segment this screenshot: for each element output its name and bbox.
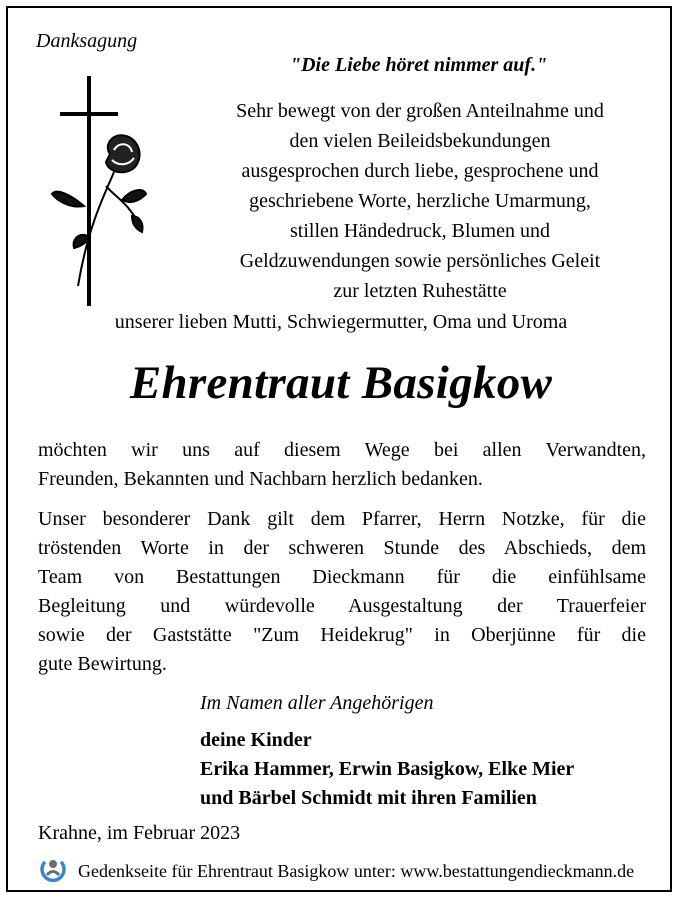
paragraph-line: tröstenden Worte in der schweren Stunde des Abschieds, dem <box>38 537 646 559</box>
thanks-line: Geldzuwendungen sowie persönliches Geleit <box>239 250 601 272</box>
paragraph-line: gute Bewirtung. <box>38 653 167 675</box>
signoff-intro: Im Namen aller Angehörigen <box>200 692 434 714</box>
thanks-line: ausgesprochen durch liebe, gesprochene und <box>241 160 599 182</box>
thanks-line: zur letzten Ruhestätte <box>333 280 507 302</box>
signoff-line: deine Kinder <box>200 729 312 751</box>
special-thanks-paragraph <box>38 505 646 679</box>
thanks-line: geschriebene Worte, herzliche Umarmung, <box>249 190 591 212</box>
paragraph-line: Begleitung und würdevolle Ausgestaltung der Trauerfeier <box>38 595 646 617</box>
paragraph-line: Unser besonderer Dank gilt dem Pfarrer, Herrn Notzke, für die <box>38 508 646 530</box>
deceased-name: Ehrentraut Basigkow <box>129 357 553 409</box>
paragraph-line: möchten wir uns auf diesem Wege bei allen Verwandten, <box>38 439 646 461</box>
paragraph-line: sowie der Gaststätte "Zum Heidekrug" in Oberjünne für die <box>38 624 646 646</box>
signoff-names <box>200 726 574 813</box>
paragraph-line: Team von Bestattungen Dieckmann für die einfühlsame <box>38 566 646 588</box>
notice-label: Danksagung <box>36 30 138 52</box>
cross-with-rose-icon <box>48 76 148 306</box>
thanks-line: Sehr bewegt von der großen Anteilnahme und <box>236 100 604 122</box>
signoff-line: und Bärbel Schmidt mit ihren Familien <box>200 787 537 809</box>
motto-quote: "Die Liebe höret nimmer auf." <box>290 54 548 76</box>
relation-line: unserer lieben Mutti, Schwiegermutter, Oma und Uroma <box>114 311 568 333</box>
thanks-paragraph <box>38 436 646 494</box>
thanks-line: den vielen Beileidsbekundungen <box>289 130 551 152</box>
signoff-line: Erika Hammer, Erwin Basigkow, Elke Mier <box>200 758 575 780</box>
thanks-text <box>190 96 650 306</box>
thanks-line: stillen Händedruck, Blumen und <box>290 220 550 242</box>
paragraph-line: Freunden, Bekannten und Nachbarn herzlich bedanken. <box>38 468 483 490</box>
memorial-page-icon <box>38 855 68 885</box>
place-date: Krahne, im Februar 2023 <box>38 822 241 844</box>
memorial-page-link[interactable]: Gedenkseite für Ehrentraut Basigkow unter: www.bestattungendieckmann.de <box>78 861 635 881</box>
